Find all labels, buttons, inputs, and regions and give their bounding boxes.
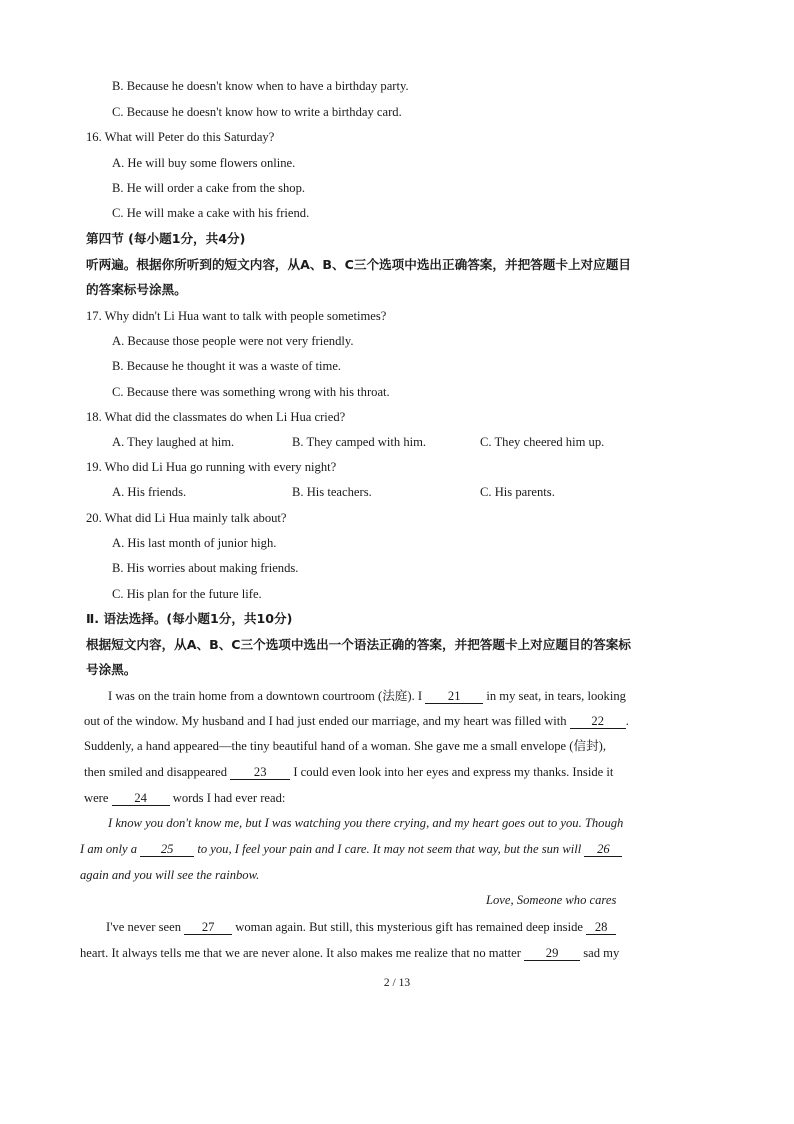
passage-line: heart. It always tells me that we are never alone. It also makes me realize that no matter 29 sad my — [80, 946, 620, 960]
note-line: I know you don't know me, but I was watching you there crying, and my heart goes out to you. Though — [108, 816, 624, 830]
section4-instruction-line1: 听两遍。根据你所听到的短文内容，从A、B、C三个选项中选出正确答案，并把答题卡上对应题目 — [86, 257, 631, 272]
q17-option-c: C. Because there was something wrong with his throat. — [112, 385, 390, 399]
part2-instruction-line2: 号涂黑。 — [86, 662, 137, 677]
q17-question: 17. Why didn't Li Hua want to talk with people sometimes? — [86, 309, 387, 323]
q18-question: 18. What did the classmates do when Li Hua cried? — [86, 410, 346, 424]
note-line: I am only a 25 to you, I feel your pain and I care. It may not seem that way, but the sun will 26 — [80, 841, 622, 857]
q16-option-c: C. He will make a cake with his friend. — [112, 206, 310, 220]
blank-23: 23 — [230, 765, 290, 780]
q19-option-c: C. His parents. — [480, 485, 555, 499]
q20-option-a: A. His last month of junior high. — [112, 536, 277, 550]
passage-line: then smiled and disappeared 23 I could even look into her eyes and express my thanks. Inside it — [84, 765, 614, 779]
q18-option-a: A. They laughed at him. — [112, 435, 235, 449]
passage-line: out of the window. My husband and I had just ended our marriage, and my heart was filled with 22 . — [84, 714, 629, 728]
q17-option-a: A. Because those people were not very friendly. — [112, 334, 354, 348]
blank-28: 28 — [586, 920, 616, 935]
blank-21: 21 — [425, 689, 483, 704]
passage-line: Suddenly, a hand appeared—the tiny beautiful hand of a woman. She gave me a small envelope (信封), — [84, 739, 607, 753]
q15-option-c: C. Because he doesn't know how to write a birthday card. — [112, 105, 402, 119]
part2-instruction-line1: 根据短文内容，从A、B、C三个选项中选出一个语法正确的答案，并把答题卡上对应题目的答案标 — [86, 637, 631, 652]
passage-line: I was on the train home from a downtown courtroom (法庭). I 21 in my seat, in tears, looking — [108, 689, 626, 703]
q16-option-b: B. He will order a cake from the shop. — [112, 181, 306, 195]
blank-27: 27 — [184, 920, 232, 935]
q18-option-b: B. They camped with him. — [292, 435, 427, 449]
section4-instruction-line2: 的答案标号涂黑。 — [86, 282, 187, 297]
blank-25: 25 — [140, 842, 194, 857]
q16-question: 16. What will Peter do this Saturday? — [86, 130, 275, 144]
q16-option-a: A. He will buy some flowers online. — [112, 156, 296, 170]
note-line: again and you will see the rainbow. — [80, 868, 260, 882]
q19-question: 19. Who did Li Hua go running with every night? — [86, 460, 337, 474]
q15-option-b: B. Because he doesn't know when to have a birthday party. — [112, 79, 409, 93]
q20-option-c: C. His plan for the future life. — [112, 587, 262, 601]
blank-24: 24 — [112, 791, 170, 806]
q18-option-c: C. They cheered him up. — [480, 435, 605, 449]
blank-26: 26 — [584, 842, 622, 857]
q20-option-b: B. His worries about making friends. — [112, 561, 299, 575]
section4-heading: 第四节 (每小题1分，共4分) — [86, 231, 246, 246]
blank-22: 22 — [570, 714, 626, 729]
part2-heading: Ⅱ. 语法选择。(每小题1分，共10分) — [86, 611, 293, 626]
q19-option-a: A. His friends. — [112, 485, 187, 499]
page-number: 2 / 13 — [383, 977, 411, 989]
q19-option-b: B. His teachers. — [292, 485, 372, 499]
blank-29: 29 — [524, 946, 580, 961]
q17-option-b: B. Because he thought it was a waste of time. — [112, 359, 342, 373]
note-signature: Love, Someone who cares — [486, 893, 617, 907]
passage-line: I've never seen 27 woman again. But still, this mysterious gift has remained deep inside 28 — [106, 919, 616, 935]
passage-line: were 24 words I had ever read: — [84, 791, 286, 805]
q20-question: 20. What did Li Hua mainly talk about? — [86, 511, 287, 525]
